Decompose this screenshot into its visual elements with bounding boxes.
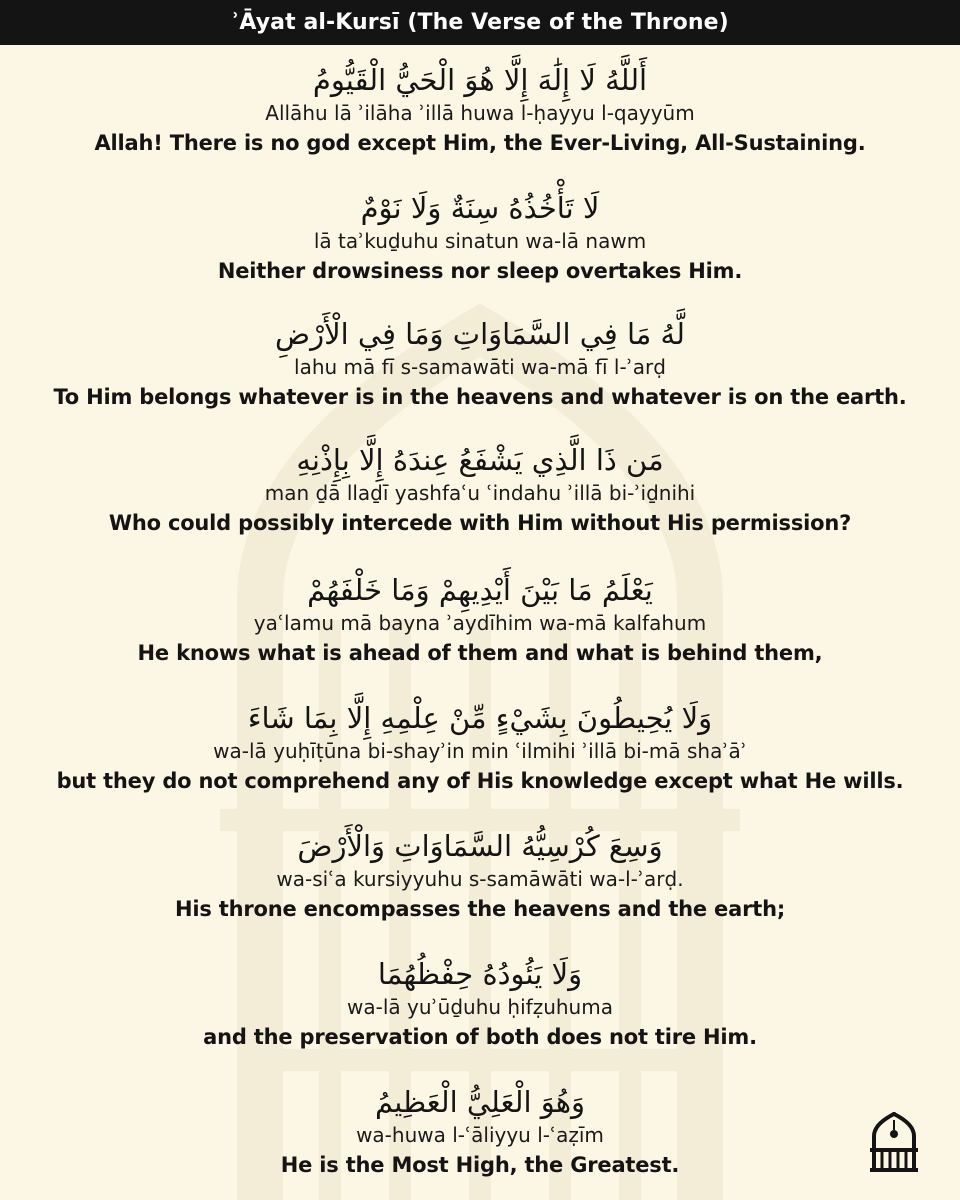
verse-translation: He knows what is ahead of them and what is behind them,: [137, 641, 823, 665]
verse-arabic: لَا تَأْخُذُهُ سِنَةٌ وَلَا نَوْمٌ: [360, 191, 600, 225]
verse-arabic: وَلَا يُحِيطُونَ بِشَيْءٍ مِّنْ عِلْمِهِ إِلَّا بِمَا شَاءَ: [247, 701, 713, 735]
verse-transliteration: Allāhu lā ʾilāha ʾillā huwa l-ḥayyu l-qayyūm: [265, 101, 695, 125]
page-title: ʾĀyat al-Kursī (The Verse of the Throne): [231, 10, 729, 35]
verse-9: [0, 1082, 960, 1182]
verse-arabic: وَلَا يَئُودُهُ حِفْظُهُمَا: [377, 957, 583, 991]
verse-arabic: يَعْلَمُ مَا بَيْنَ أَيْدِيهِمْ وَمَا خَلْفَهُمْ: [307, 573, 653, 607]
verse-arabic: وَسِعَ كُرْسِيُّهُ السَّمَاوَاتِ وَالْأَرْضَ: [297, 829, 663, 863]
verse-8: [0, 954, 960, 1054]
verse-6: [0, 698, 960, 798]
verse-arabic: وَهُوَ الْعَلِيُّ الْعَظِيمُ: [374, 1085, 586, 1119]
verse-3: [0, 314, 960, 414]
verse-transliteration: lā taʾkuḏuhu sinatun wa-lā nawm: [313, 229, 647, 253]
mosque-arch-icon: [868, 1108, 920, 1174]
verse-translation: but they do not comprehend any of His knowledge except what He wills.: [56, 769, 904, 793]
verse-2: [0, 188, 960, 288]
verse-arabic: مَن ذَا الَّذِي يَشْفَعُ عِندَهُ إِلَّا بِإِذْنِهِ: [296, 443, 664, 477]
verse-transliteration: lahu mā fī s-samawāti wa-mā fī l-ʾarḍ: [294, 355, 666, 379]
verse-translation: Neither drowsiness nor sleep overtakes Him.: [217, 259, 743, 283]
verse-translation: His throne encompasses the heavens and the earth;: [174, 897, 786, 921]
verse-1: [0, 60, 960, 160]
verse-transliteration: wa-siʿa kursiyyuhu s-samāwāti wa-l-ʾarḍ.: [276, 867, 684, 891]
verse-translation: Allah! There is no god except Him, the Ever-Living, All-Sustaining.: [94, 131, 866, 155]
verse-4: [0, 440, 960, 540]
header-bar: [0, 0, 960, 45]
verse-transliteration: wa-lā yuḥīṭūna bi-shayʾin min ʿilmihi ʾillā bi-mā shaʾāʾ: [213, 739, 747, 763]
verse-arabic: لَّهُ مَا فِي السَّمَاوَاتِ وَمَا فِي الْأَرْضِ: [275, 317, 685, 351]
verse-transliteration: man ḏā llaḏī yashfaʿu ʿindahu ʾillā bi-ʾiḏnihi: [264, 481, 696, 505]
verse-translation: and the preservation of both does not tire Him.: [203, 1025, 757, 1049]
verse-7: [0, 826, 960, 926]
verse-arabic: أَللَّهُ لَا إِلَٰهَ إِلَّا هُوَ الْحَيُّ الْقَيُّومُ: [312, 63, 648, 97]
verse-transliteration: yaʿlamu mā bayna ʾaydīhim wa-mā kalfahum: [253, 611, 707, 635]
verse-transliteration: wa-huwa l-ʿāliyyu l-ʿaẓīm: [356, 1123, 604, 1147]
verse-5: [0, 570, 960, 670]
verse-translation: Who could possibly intercede with Him without His permission?: [108, 511, 852, 535]
verse-translation: To Him belongs whatever is in the heavens and whatever is on the earth.: [53, 385, 907, 409]
verse-translation: He is the Most High, the Greatest.: [280, 1153, 680, 1177]
verse-transliteration: wa-lā yuʾūḏuhu ḥifẓuhuma: [347, 995, 613, 1019]
